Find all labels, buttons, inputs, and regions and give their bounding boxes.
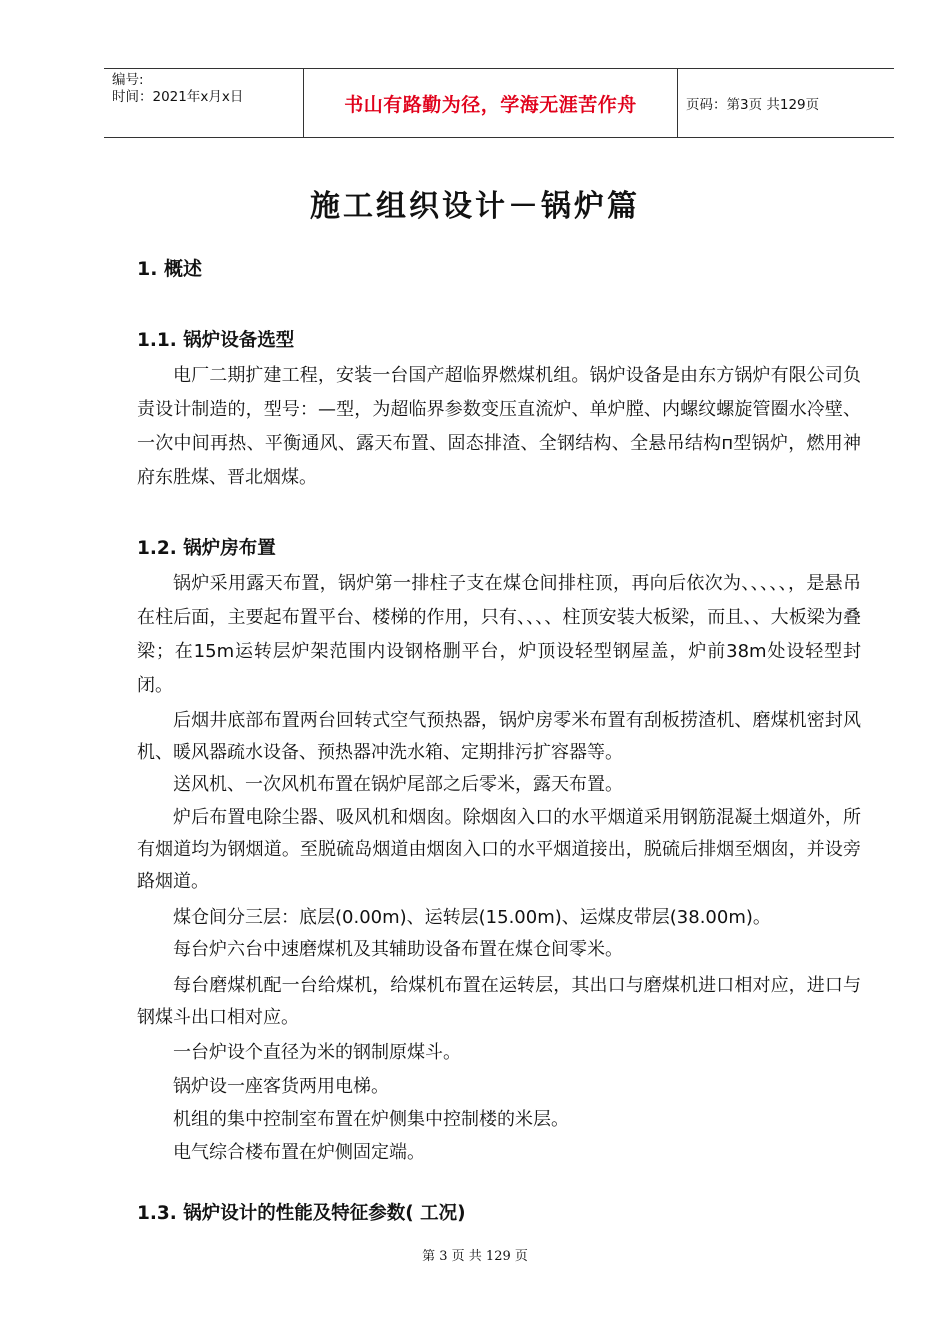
paragraph-layout-5: 煤仓间分三层：底层(0.00m)、运转层(15.00m)、运煤皮带层(38.00m)。: [173, 907, 771, 928]
number-label: 编号:: [112, 72, 144, 88]
section-heading-1: 1. 概述: [137, 258, 203, 280]
paragraph-layout-7: 每台磨煤机配一台给煤机，给煤机布置在运转层，其出口与磨煤机进口相对应，进口与钢煤斗出口相对应。: [137, 975, 861, 1028]
paragraph-layout-10: 机组的集中控制室布置在炉侧集中控制楼的米层。: [173, 1109, 569, 1130]
paragraph-layout-8: 一台炉设个直径为米的钢制原煤斗。: [173, 1042, 461, 1063]
paragraph-layout-11: 电气综合楼布置在炉侧固定端。: [173, 1142, 425, 1163]
document-title: 施工组织设计－锅炉篇: [310, 189, 640, 224]
paragraph-boiler-selection: 电厂二期扩建工程，安装一台国产超临界燃煤机组。锅炉设备是由东方锅炉有限公司负责设计制造的，型号：—型，为超临界参数变压直流炉、单炉膛、内螺纹螺旋管圈水冷壁、一次中间再热、平衡通风、露天布置、固态排渣、全钢结构、全悬吊结构п型锅炉，燃用神府东胜煤、晋北烟煤。: [137, 365, 861, 488]
page-footer: 第 3 页 共 129 页: [422, 1249, 528, 1264]
section-heading-1-1: 1.1. 锅炉设备选型: [137, 330, 295, 351]
section-heading-1-2: 1.2. 锅炉房布置: [137, 538, 276, 559]
paragraph-layout-1: 锅炉采用露天布置，锅炉第一排柱子支在煤仓间排柱顶，再向后依次为、、、、、，是悬吊在柱后面，主要起布置平台、楼梯的作用，只有、、、、柱顶安装大板梁，而且、、大板梁为叠梁；在15m运转层炉架范围内设钢格删平台，炉顶设轻型钢屋盖，炉前38m处设轻型封闭。: [137, 573, 861, 696]
section-heading-1-3: 1.3. 锅炉设计的性能及特征参数( 工况): [137, 1203, 466, 1224]
paragraph-layout-6: 每台炉六台中速磨煤机及其辅助设备布置在煤仓间零米。: [173, 939, 623, 960]
header-motto: 书山有路勤为径，学海无涯苦作舟: [304, 69, 678, 137]
paragraph-layout-4: 炉后布置电除尘器、吸风机和烟囱。除烟囱入口的水平烟道采用钢筋混凝土烟道外，所有烟道均为钢烟道。至脱硫岛烟道由烟囱入口的水平烟道接出，脱硫后排烟至烟囱，并设旁路烟道。: [137, 807, 861, 892]
page-header: [104, 68, 894, 138]
paragraph-layout-2: 后烟井底部布置两台回转式空气预热器，锅炉房零米布置有刮板捞渣机、磨煤机密封风机、暖风器疏水设备、预热器冲洗水箱、定期排污扩容器等。: [137, 710, 861, 763]
header-meta: [104, 69, 304, 137]
header-page-label: 页码：第3页 共129页: [686, 97, 820, 113]
paragraph-layout-3: 送风机、一次风机布置在锅炉尾部之后零米，露天布置。: [173, 774, 623, 795]
time-label: 时间：2021年x月x日: [112, 89, 244, 105]
paragraph-layout-9: 锅炉设一座客货两用电梯。: [173, 1076, 389, 1097]
